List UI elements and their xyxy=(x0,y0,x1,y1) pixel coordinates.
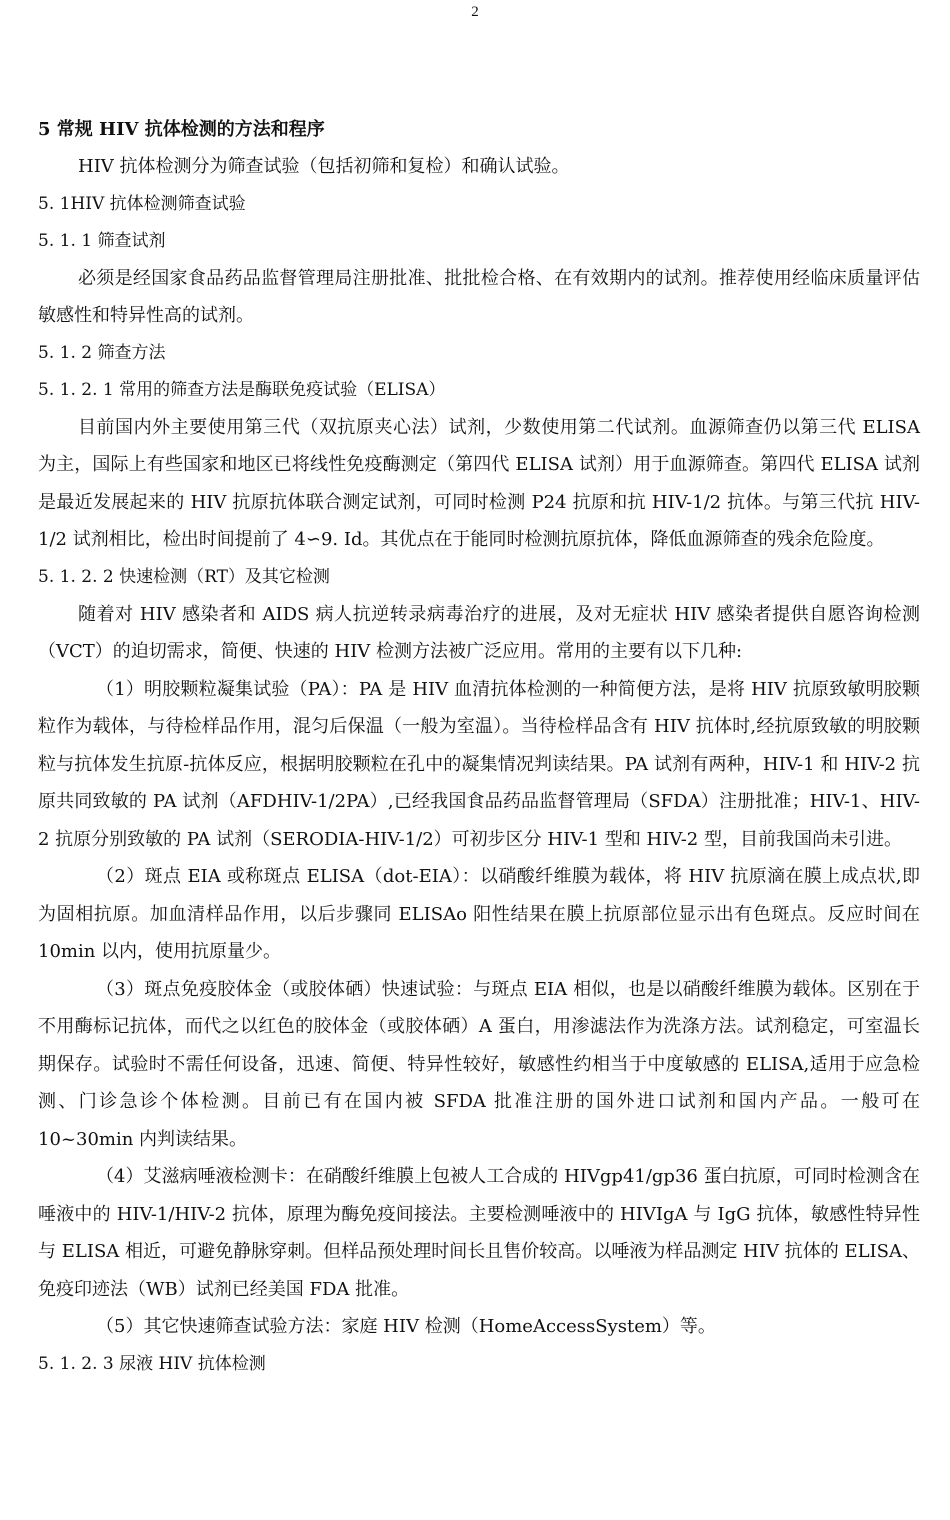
rapid-test-paragraph: 随着对 HIV 感染者和 AIDS 病人抗逆转录病毒治疗的进展，及对无症状 HIV 感染者提供自愿咨询检测（VCT）的迫切需求，简便、快速的 HIV 检测方法被广泛应用。常用的主要有以下几种: xyxy=(38,603,920,662)
list-item-saliva-card: （4）艾滋病唾液检测卡：在硝酸纤维膜上包被人工合成的 HIVgp41/gp36 蛋白抗原，可同时检测含在唾液中的 HIV-1/HIV-2 抗体，原理为酶免疫间接法。主要检测唾液中的 HIVIgA 与 IgG 抗体，敏感性特异性与 ELISA 相近，可避免静脉穿刺。但样品预处理时间长且售价较高。以唾液为样品测定 HIV 抗体的 ELISA、免疫印迹法（WB）试剂已经美国 FDA 批准。 xyxy=(38,1166,920,1300)
section-heading: 5 常规 HIV 抗体检测的方法和程序 xyxy=(38,119,325,140)
subsection-5-1-2-1: 5. 1. 2. 1 常用的筛查方法是酶联免疫试验（ELISA） xyxy=(38,379,446,400)
list-item-pa: （1）明胶颗粒凝集试验（PA）：PA 是 HIV 血清抗体检测的一种简便方法，是将 HIV 抗原致敏明胶颗粒作为载体，与待检样品作用，混匀后保温（一般为室温）。当待检样品含有 HIV 抗体时,经抗原致敏的明胶颗粒与抗体发生抗原-抗体反应，根据明胶颗粒在孔中的凝集情况判读结果。PA 试剂有两种，HIV-1 和 HIV-2 抗原共同致敏的 PA 试剂（AFDHIV-1/2PA）,已经我国食品药品监督管理局（SFDA）注册批准；HIV-1、HIV-2 抗原分别致敏的 PA 试剂（SERODIA-HIV-1/2）可初步区分 HIV-1 型和 HIV-2 型，目前我国尚未引进。 xyxy=(38,678,920,850)
subsection-5-1-1: 5. 1. 1 筛查试剂 xyxy=(38,230,166,251)
document-body xyxy=(38,112,920,1383)
list-item-other-rapid: （5）其它快速筛查试验方法：家庭 HIV 检测（HomeAccessSystem）等。 xyxy=(96,1316,716,1337)
subsection-5-1-2: 5. 1. 2 筛查方法 xyxy=(38,342,166,363)
elisa-paragraph: 目前国内外主要使用第三代（双抗原夹心法）试剂，少数使用第二代试剂。血源筛查仍以第三代 ELISA 为主，国际上有些国家和地区已将线性免疫酶测定（第四代 ELISA 试剂）用于血源筛查。第四代 ELISA 试剂是最近发展起来的 HIV 抗原抗体联合测定试剂，可同时检测 P24 抗原和抗 HIV-1/2 抗体。与第三代抗 HIV-1/2 试剂相比，检出时间提前了 4∽9. Id。其优点在于能同时检测抗原抗体，降低血源筛查的残余危险度。 xyxy=(38,416,920,550)
subsection-5-1-2-2: 5. 1. 2. 2 快速检测（RT）及其它检测 xyxy=(38,566,330,587)
reagent-paragraph: 必须是经国家食品药品监督管理局注册批准、批批检合格、在有效期内的试剂。推荐使用经临床质量评估敏感性和特异性高的试剂。 xyxy=(38,267,920,326)
subsection-5-1: 5. 1HIV 抗体检测筛查试验 xyxy=(38,193,246,214)
list-item-dot-eia: （2）斑点 EIA 或称斑点 ELISA（dot-EIA）：以硝酸纤维膜为载体，将 HIV 抗原滴在膜上成点状,即为固相抗原。加血清样品作用，以后步骤同 ELISAo 阳性结果在膜上抗原部位显示出有色斑点。反应时间在 10min 以内，使用抗原量少。 xyxy=(38,866,920,962)
list-item-colloidal-gold: （3）斑点免疫胶体金（或胶体硒）快速试验：与斑点 EIA 相似，也是以硝酸纤维膜为载体。区别在于不用酶标记抗体，而代之以红色的胶体金（或胶体硒）A 蛋白，用渗滤法作为洗涤方法。试剂稳定，可室温长期保存。试验时不需任何设备，迅速、简便、特异性较好，敏感性约相当于中度敏感的 ELISA,适用于应急检测、门诊急诊个体检测。目前已有在国内被 SFDA 批准注册的国外进口试剂和国内产品。一般可在 10~30min 内判读结果。 xyxy=(38,978,920,1150)
page-number: 2 xyxy=(471,4,479,20)
intro-paragraph: HIV 抗体检测分为筛查试验（包括初筛和复检）和确认试验。 xyxy=(78,156,570,177)
subsection-5-1-2-3: 5. 1. 2. 3 尿液 HIV 抗体检测 xyxy=(38,1353,266,1374)
